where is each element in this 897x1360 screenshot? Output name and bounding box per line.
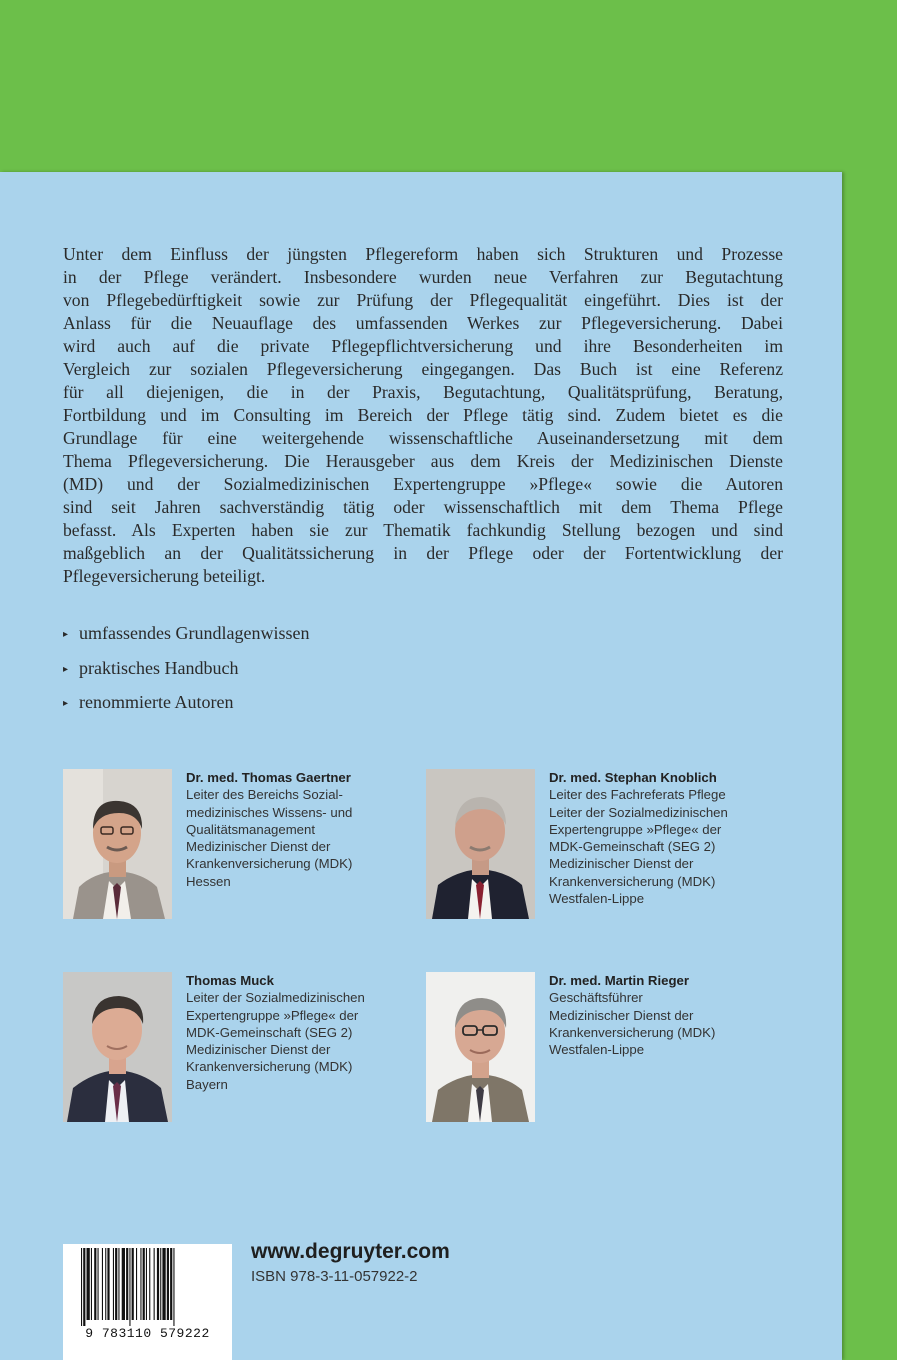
description-line: Anlass für die Neuauflage des umfassenden Werkes zur Pflegeversicherung. Dabei: [63, 313, 783, 333]
author-detail-line: Expertengruppe »Pflege« der: [186, 1007, 359, 1023]
bullet-arrow-icon: ▸: [63, 629, 69, 640]
barcode-bar: [146, 1248, 147, 1320]
author-name: Dr. med. Thomas Gaertner: [186, 770, 351, 785]
author-photo: [63, 972, 172, 1122]
publisher-website[interactable]: www.degruyter.com: [251, 1240, 450, 1263]
barcode-bar: [83, 1248, 85, 1326]
author-detail-line: Leiter der Sozialmedizinischen: [549, 804, 728, 820]
description-line: Thema Pflegeversicherung. Die Herausgeber aus dem Kreis der Medizinischen Dienste: [63, 451, 783, 471]
barcode-bar: [91, 1248, 92, 1320]
author-detail-line: Medizinischer Dienst der: [186, 1042, 331, 1058]
author-detail-line: Qualitätsmanagement: [186, 821, 316, 837]
author-detail-line: Medizinischer Dienst der: [186, 839, 331, 855]
feature-item: ▸ praktisches Handbuch: [63, 656, 309, 691]
book-description: [63, 243, 783, 588]
barcode-bar: [102, 1248, 103, 1320]
barcode-bar: [157, 1248, 159, 1320]
description-line: in der Pflege verändert. Insbesondere wurden neue Verfahren zur Begutachtung: [63, 267, 783, 287]
description-line: wird auch auf die private Pflegepflichtversicherung und ihre Besonderheiten im: [63, 336, 783, 356]
author-detail-line: Krankenversicherung (MDK): [186, 1059, 353, 1075]
barcode-bar: [173, 1248, 174, 1326]
author-photo: [426, 972, 535, 1122]
barcode-bar: [129, 1248, 130, 1326]
description-line: Pflegeversicherung beteiligt.: [63, 566, 266, 586]
barcode-bar: [162, 1248, 165, 1320]
description-line: für all diejenigen, die in der Praxis, Begutachtung, Qualitätsprüfung, Beratung,: [63, 382, 783, 402]
feature-item: ▸ renommierte Autoren: [63, 690, 309, 725]
author-info: [186, 769, 416, 890]
author-info: [549, 769, 779, 907]
barcode-digits: 9 783110 579222: [85, 1326, 210, 1341]
barcode-bar: [143, 1248, 145, 1320]
barcode-bar: [98, 1248, 99, 1320]
author-photo: [63, 769, 172, 919]
author-detail-line: Expertengruppe »Pflege« der: [549, 821, 722, 837]
author-detail-line: Leiter des Bereichs Sozial-: [186, 787, 343, 803]
author-info: [186, 972, 416, 1093]
barcode-bar: [136, 1248, 137, 1320]
bullet-arrow-icon: ▸: [63, 698, 69, 709]
description-line: maßgeblich an der Qualitätssicherung in der Pflege oder der Fortentwicklung der: [63, 543, 783, 563]
author-detail-line: MDK-Gemeinschaft (SEG 2): [549, 839, 716, 855]
barcode-bar: [154, 1248, 155, 1320]
author-detail-line: Hessen: [186, 873, 231, 889]
barcode-bar: [81, 1248, 82, 1326]
author-detail-line: Medizinischer Dienst der: [549, 1007, 694, 1023]
barcode-bar: [170, 1248, 172, 1320]
author-detail-line: MDK-Gemeinschaft (SEG 2): [186, 1024, 353, 1040]
author-detail-line: Krankenversicherung (MDK): [186, 856, 353, 872]
barcode-bar: [140, 1248, 141, 1320]
green-top-band: [0, 0, 897, 172]
isbn-barcode: [63, 1244, 232, 1360]
description-line: befasst. Als Experten haben sie zur Thematik fachkundig Stellung bezogen und sind: [63, 520, 783, 540]
barcode-bar: [126, 1248, 128, 1320]
author-detail-line: Medizinischer Dienst der: [549, 856, 694, 872]
isbn-number: ISBN 978-3-11-057922-2: [251, 1268, 418, 1285]
author-detail-line: Bayern: [186, 1076, 228, 1092]
author-detail-line: Leiter der Sozialmedizinischen: [186, 990, 365, 1006]
author-name: Dr. med. Martin Rieger: [549, 973, 689, 988]
barcode-bar: [149, 1248, 150, 1320]
barcode-bars: [63, 1244, 232, 1326]
author-detail-line: Geschäftsführer: [549, 990, 643, 1006]
barcode-bar: [122, 1248, 125, 1320]
barcode-bar: [113, 1248, 114, 1320]
description-line: sind seit Jahren sachverständig tätig oder wissenschaftlich mit dem Thema Pflege: [63, 497, 783, 517]
feature-list: [63, 621, 309, 725]
barcode-bar: [160, 1248, 161, 1320]
barcode-bar: [94, 1248, 96, 1320]
author-name: Dr. med. Stephan Knoblich: [549, 770, 717, 785]
author-photo: [426, 769, 535, 919]
author-name: Thomas Muck: [186, 973, 274, 988]
barcode-bar: [115, 1248, 117, 1320]
description-line: Unter dem Einfluss der jüngsten Pflegereform haben sich Strukturen und Prozesse: [63, 244, 783, 264]
description-line: Fortbildung und im Consulting im Bereich der Pflege tätig sind. Zudem bietet es die: [63, 405, 783, 425]
feature-item: ▸ umfassendes Grundlagenwissen: [63, 621, 309, 656]
author-detail-line: Krankenversicherung (MDK): [549, 1024, 716, 1040]
description-line: von Pflegebedürftigkeit sowie zur Prüfung der Pflegequalität eingeführt. Dies ist der: [63, 290, 783, 310]
barcode-bar: [132, 1248, 134, 1320]
barcode-bar: [87, 1248, 90, 1320]
author-detail-line: Westfalen-Lippe: [549, 1042, 645, 1058]
description-line: Grundlage für eine weitergehende wissenschaftliche Auseinandersetzung mit dem: [63, 428, 783, 448]
author-detail-line: Krankenversicherung (MDK): [549, 873, 716, 889]
barcode-bar: [118, 1248, 119, 1320]
description-line: (MD) und der Sozialmedizinischen Expertengruppe »Pflege« sowie die Autoren: [63, 474, 783, 494]
bullet-arrow-icon: ▸: [63, 663, 69, 675]
author-detail-line: Westfalen-Lippe: [549, 891, 645, 907]
author-detail-line: medizinisches Wissens- und: [186, 804, 353, 820]
barcode-bar: [167, 1248, 169, 1320]
author-info: [549, 972, 779, 1058]
author-detail-line: Leiter des Fachreferats Pflege: [549, 787, 726, 803]
barcode-bar: [107, 1248, 109, 1320]
description-line: Vergleich zur sozialen Pflegeversicherung eingegangen. Das Buch ist eine Referenz: [63, 359, 783, 379]
barcode-bar: [105, 1248, 106, 1320]
